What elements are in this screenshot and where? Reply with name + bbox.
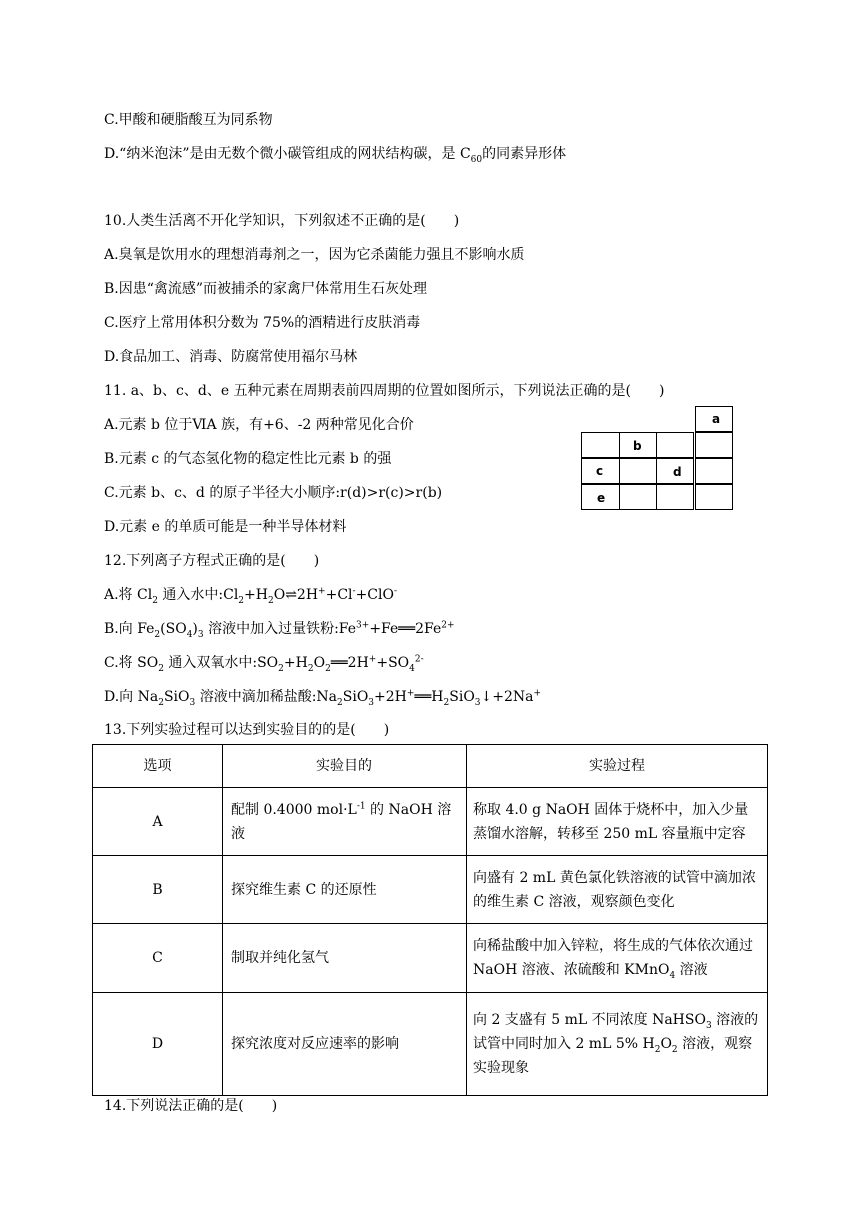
row-purpose: 制取并纯化氢气 (223, 924, 467, 993)
table-row (93, 788, 768, 856)
q12-option-a: A.将 $Cl_2$ 通入水中$:Cl_2+H_2O\rightleftharpoons 2H^++Cl^-+ClO^-$ (104, 586, 398, 606)
header-process: 实验过程 (467, 745, 768, 788)
grid-cell-b: b (619, 432, 657, 458)
table-header-row (93, 745, 768, 788)
header-purpose: 实验目的 (223, 745, 467, 788)
grid-cell-c: c (581, 458, 620, 484)
row-option: D (93, 993, 223, 1096)
q11-option-a: A.元素 b 位于ⅥA 族，有+6、-2 两种常见化合价 (104, 417, 414, 433)
row-option: C (93, 924, 223, 993)
q11-option-c: C.元素 b、c、d 的原子半径大小顺序:r(d)>r(c)>r(b) (104, 485, 443, 501)
grid-cell (581, 432, 620, 458)
experiment-table (92, 744, 768, 1096)
row-process: 向稀盐酸中加入锌粒，将生成的气体依次通过 NaOH 溶液、浓硫酸和 KMnO$_4$ 溶液 (467, 924, 768, 993)
q10-option-c: C.医疗上常用体积分数为 75%的酒精进行皮肤消毒 (104, 315, 421, 331)
row-option: A (93, 788, 223, 856)
grid-cell (656, 432, 694, 458)
grid-cell (695, 458, 733, 484)
row-process: 称取 4.0 g NaOH 固体于烧杯中，加入少量蒸馏水溶解，转移至 250 mL 容量瓶中定容 (467, 788, 768, 856)
grid-cell (619, 484, 657, 510)
periodic-table-figure (581, 406, 733, 510)
row-purpose: 探究维生素 C 的还原性 (223, 856, 467, 924)
grid-cell (656, 484, 694, 510)
table-row (93, 993, 768, 1096)
q9-option-c: C.甲酸和硬脂酸互为同系物 (104, 112, 273, 128)
grid-cell (695, 432, 733, 458)
q11-option-d: D.元素 e 的单质可能是一种半导体材料 (104, 519, 347, 535)
q10-option-d: D.食品加工、消毒、防腐常使用福尔马林 (104, 349, 358, 365)
row-process: 向 2 支盛有 5 mL 不同浓度 NaHSO$_3$ 溶液的试管中同时加入 2 mL 5% $H_2O_2$ 溶液，观察实验现象 (467, 993, 768, 1096)
grid-cell (619, 458, 657, 484)
grid-cell-d: d (656, 458, 694, 484)
row-option: B (93, 856, 223, 924)
row-purpose: 探究浓度对反应速率的影响 (223, 993, 467, 1096)
q9-option-d: D.“纳米泡沫”是由无数个微小碳管组成的网状结构碳，是 $C_{60}$的同素异形体 (104, 146, 567, 165)
q12-option-c: C.将 $SO_2$ 通入双氧水中$:SO_2+H_2O_2══2H^++SO_4^{2-}$ (104, 654, 424, 674)
grid-cell-a: a (695, 406, 733, 432)
q11-option-b: B.元素 c 的气态氢化物的稳定性比元素 b 的强 (104, 451, 392, 467)
q14-stem: 14.下列说法正确的是( ) (104, 1098, 278, 1114)
q12-option-b: B.向 $Fe_2(SO_4)_3$ 溶液中加入过量铁粉$:Fe^{3+}+Fe══2Fe^{2+}$ (104, 620, 455, 640)
row-purpose: 配制 0.4000 $mol\cdot L^{-1}$ 的 NaOH 溶液 (223, 788, 467, 856)
q10-stem: 10.人类生活离不开化学知识，下列叙述不正确的是( ) (104, 213, 460, 229)
q10-option-b: B.因患“禽流感”而被捕杀的家禽尸体常用生石灰处理 (104, 281, 428, 297)
row-process: 向盛有 2 mL 黄色氯化铁溶液的试管中滴加浓的维生素 C 溶液，观察颜色变化 (467, 856, 768, 924)
q13-stem: 13.下列实验过程可以达到实验目的的是( ) (104, 722, 390, 738)
q11-stem: 11. a、b、c、d、e 五种元素在周期表前四周期的位置如图所示，下列说法正确的是( ) (104, 383, 665, 399)
table-row (93, 856, 768, 924)
q12-stem: 12.下列离子方程式正确的是( ) (104, 553, 320, 569)
grid-cell-e: e (581, 484, 620, 510)
q10-option-a: A.臭氧是饮用水的理想消毒剂之一，因为它杀菌能力强且不影响水质 (104, 247, 525, 263)
grid-cell (695, 484, 733, 510)
header-option: 选项 (93, 745, 223, 788)
q12-option-d: D.向 $Na_2SiO_3$ 溶液中滴加稀盐酸$:Na_2SiO_3+2H^+══H_2SiO_3↓+2Na^+$ (104, 688, 542, 708)
table-row (93, 924, 768, 993)
